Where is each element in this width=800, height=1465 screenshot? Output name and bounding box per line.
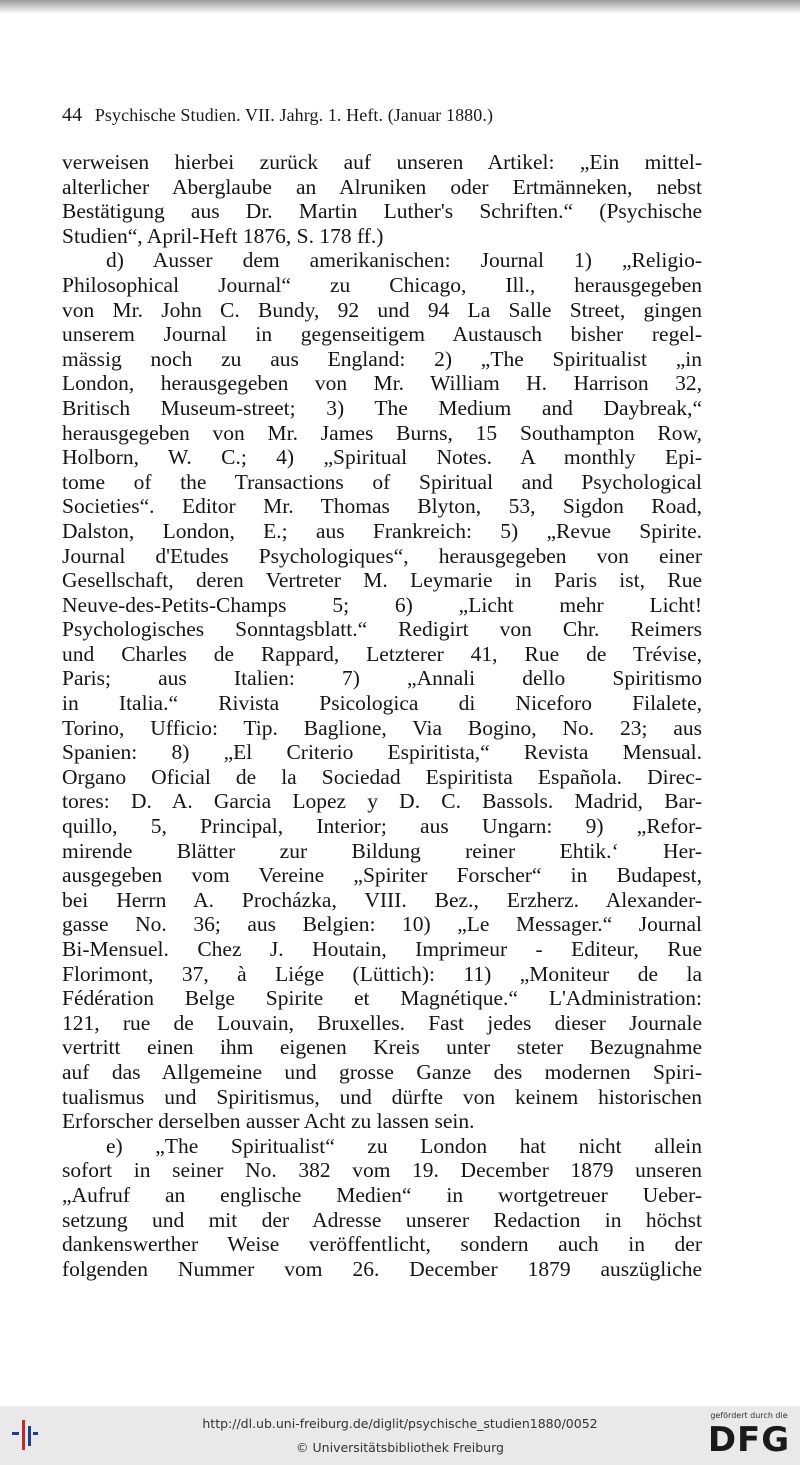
text-line: folgenden Nummer vom 26. December 1879 auszügliche (62, 1256, 702, 1281)
text-line: tome of the Transactions of Spiritual and Psychological (62, 469, 702, 494)
text-line: „Aufruf an englische Medien“ in wortgetreuer Ueber- (62, 1182, 702, 1207)
text-line: tualismus und Spiritismus, und dürfte von keinem historischen (62, 1084, 702, 1109)
text-line: Bestätigung aus Dr. Martin Luther's Schriften.“ (Psychische (62, 199, 702, 224)
text-line: Organo Oficial de la Sociedad Espiritista Española. Direc- (62, 764, 702, 789)
text-line: Torino, Ufficio: Tip. Baglione, Via Bogino, No. 23; aus (62, 715, 702, 740)
text-line: London, herausgegeben von Mr. William H. Harrison 32, (62, 371, 702, 396)
text-line: Societies“. Editor Mr. Thomas Blyton, 53, Sigdon Road, (62, 494, 702, 519)
text-line: Fédération Belge Spirite et Magnétique.“ L'Administration: (62, 986, 702, 1011)
text-line: Erforscher derselben ausser Acht zu lassen sein. (62, 1109, 475, 1134)
body-text (62, 150, 702, 1281)
source-url-link[interactable]: http://dl.ub.uni-freiburg.de/diglit/psychische_studien1880/0052 (202, 1416, 598, 1431)
text-line: von Mr. John C. Bundy, 92 und 94 La Salle Street, gingen (62, 297, 702, 322)
running-title: Psychische Studien. VII. Jahrg. 1. Heft. (Januar 1880.) (94, 105, 494, 125)
text-line: Psychologisches Sonntagsblatt.“ Redigirt von Chr. Reimers (62, 617, 702, 642)
text-line: Philosophical Journal“ zu Chicago, Ill., herausgegeben (62, 272, 702, 297)
text-line: sofort in seiner No. 382 vom 19. December 1879 unseren (62, 1158, 702, 1183)
funding-note: gefördert durch die (710, 1411, 788, 1420)
text-line: Britisch Museum-street; 3) The Medium and Daybreak,“ (62, 395, 702, 420)
text-line: alterlicher Aberglaube an Alruniken oder Ertmänneken, nebst (62, 174, 702, 199)
page-number: 44 (62, 104, 83, 126)
text-line: Florimont, 37, à Liége (Lüttich): 11) „Moniteur de la (62, 961, 702, 986)
text-line: Journal d'Etudes Psychologiques“, herausgegeben von einer (62, 543, 702, 568)
text-line: Holborn, W. C.; 4) „Spiritual Notes. A monthly Epi- (62, 445, 702, 470)
running-header (62, 104, 662, 127)
text-line: bei Herrn A. Procházka, VIII. Bez., Erzherz. Alexander- (62, 887, 702, 912)
text-line: setzung und mit der Adresse unserer Redaction in höchst (62, 1207, 702, 1232)
text-line: Gesellschaft, deren Vertreter M. Leymarie in Paris ist, Rue (62, 568, 702, 593)
text-line: in Italia.“ Rivista Psicologica di Niceforo Filalete, (62, 691, 702, 716)
text-line: mirende Blätter zur Bildung reiner Ehtik.‘ Her- (62, 838, 702, 863)
text-line: e) „The Spiritualist“ zu London hat nicht allein (106, 1133, 702, 1158)
text-line: 121, rue de Louvain, Bruxelles. Fast jedes dieser Journale (62, 1010, 702, 1035)
text-line: verweisen hierbei zurück auf unseren Artikel: „Ein mittel- (62, 150, 702, 174)
text-line: quillo, 5, Principal, Interior; aus Ungarn: 9) „Refor- (62, 814, 702, 839)
scan-top-edge (0, 0, 800, 14)
text-line: gasse No. 36; aus Belgien: 10) „Le Messager.“ Journal (62, 912, 702, 937)
text-line: unserem Journal in gegenseitigem Austausch bisher regel- (62, 322, 702, 347)
text-line: Paris; aus Italien: 7) „Annali dello Spiritismo (62, 666, 702, 691)
text-line: Bi-Mensuel. Chez J. Houtain, Imprimeur - Editeur, Rue (62, 937, 702, 961)
text-line: mässig noch zu aus England: 2) „The Spiritualist „in (62, 346, 702, 371)
viewer-footer (0, 1406, 800, 1465)
text-line: herausgegeben von Mr. James Burns, 15 Southampton Row, (62, 420, 702, 445)
text-line: Neuve-des-Petits-Champs 5; 6) „Licht mehr Licht! (62, 592, 702, 617)
text-line: ausgegeben vom Vereine „Spiriter Forscher“ in Budapest, (62, 863, 702, 888)
text-line: Studien“, April-Heft 1876, S. 178 ff.) (62, 223, 384, 248)
text-line: und Charles de Rappard, Letzterer 41, Rue de Trévise, (62, 641, 702, 666)
text-line: dankenswerther Weise veröffentlicht, sondern auch in der (62, 1232, 702, 1257)
copyright-notice: © Universitätsbibliothek Freiburg (296, 1440, 504, 1455)
text-line: vertritt einen ihm eigenen Kreis unter steter Bezugnahme (62, 1035, 702, 1060)
dfg-logo: DFG (707, 1420, 791, 1460)
text-line: d) Ausser dem amerikanischen: Journal 1) „Religio- (106, 248, 702, 273)
text-line: auf das Allgemeine und grosse Ganze des modernen Spiri- (62, 1059, 702, 1084)
text-line: Spanien: 8) „El Criterio Espiritista,“ Revista Mensual. (62, 740, 702, 765)
text-line: Dalston, London, E.; aus Frankreich: 5) „Revue Spirite. (62, 518, 702, 543)
text-line: tores: D. A. Garcia Lopez y D. C. Bassols. Madrid, Bar- (62, 789, 702, 814)
